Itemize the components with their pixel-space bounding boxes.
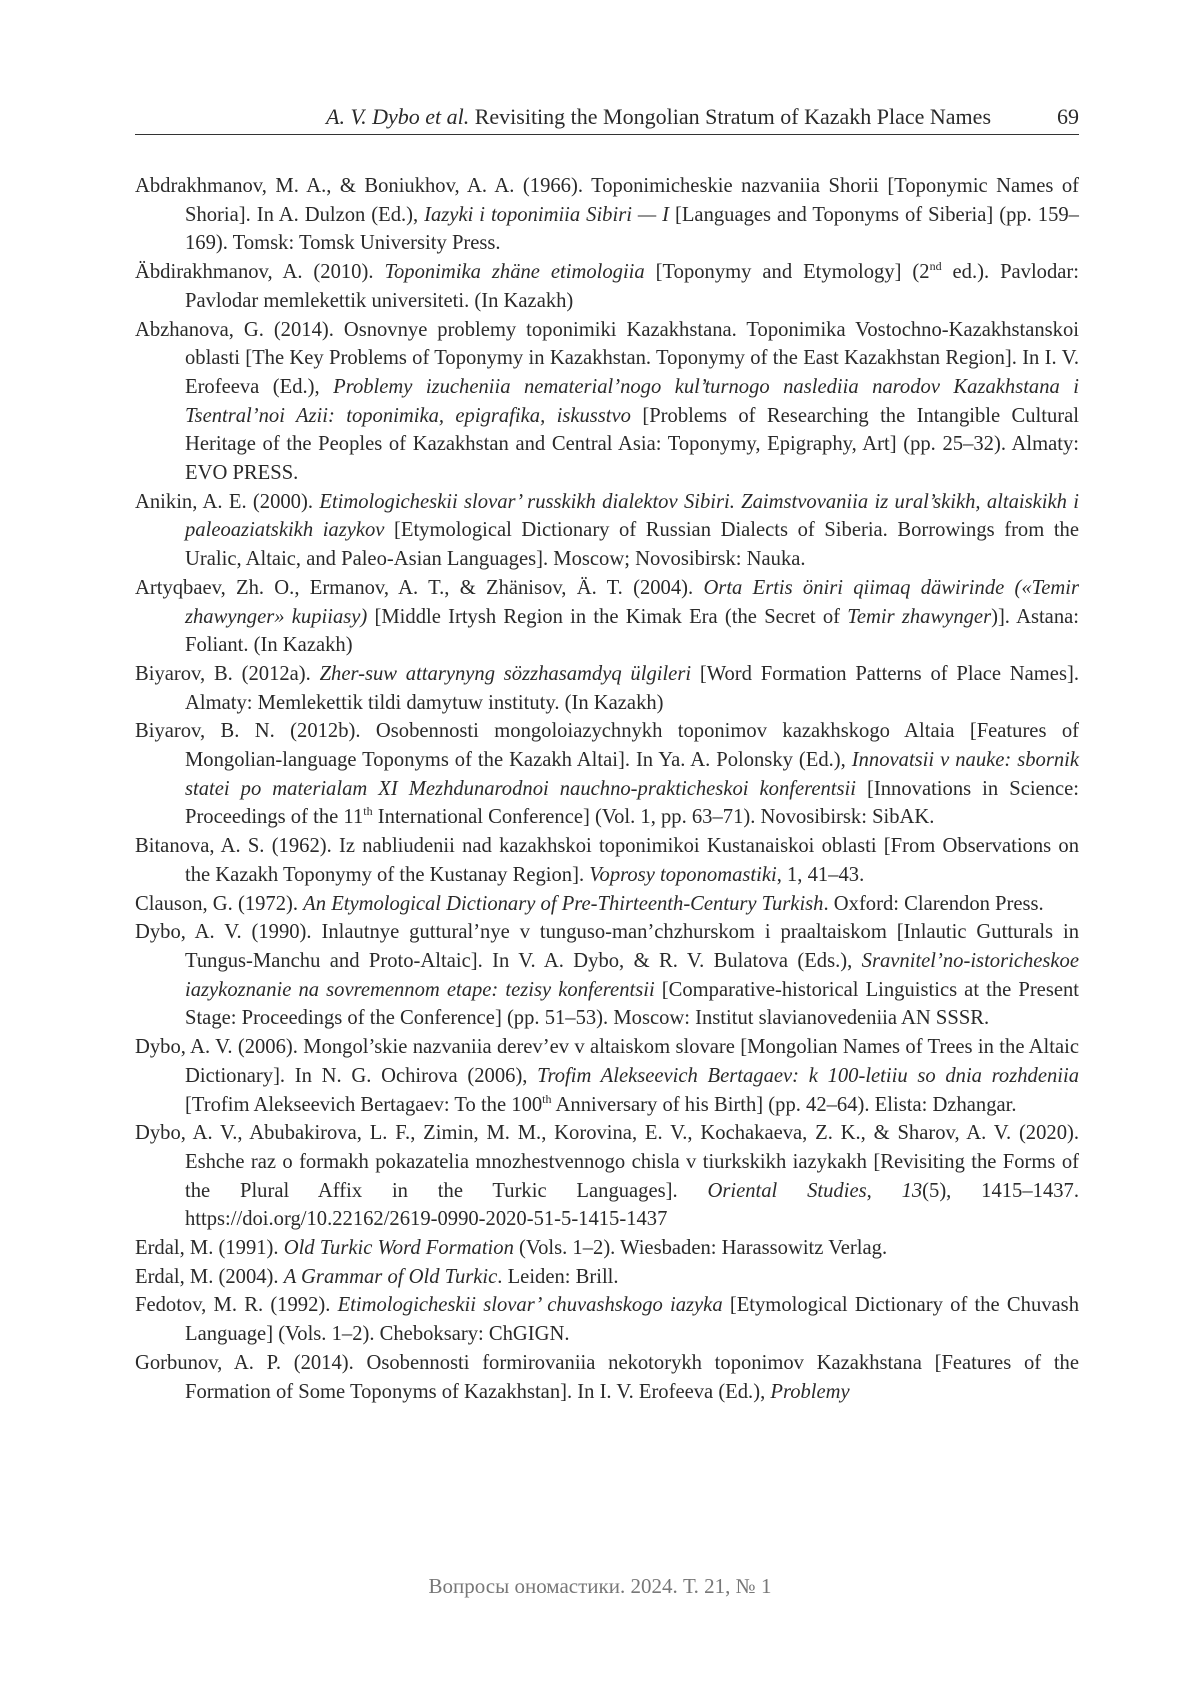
reference-text: [Comparative-historical Linguistics at the Present Stage: Proceedings of the Conference] (pp. 51–53). Moscow: Institut slavianovedeniia AN SSSR. — [185, 978, 1079, 1030]
reference-text: Clauson, G. (1972). — [135, 892, 304, 915]
reference-text: Biyarov, B. (2012a). — [135, 662, 320, 685]
reference-text: [Etymological Dictionary of Russian Dialects of Siberia. Borrowings from the Uralic, Altaic, and Paleo-Asian Languages]. Moscow; Novosibirsk: Nauka. — [185, 519, 1079, 571]
reference-text: Erdal, M. (1991). — [135, 1237, 284, 1260]
reference-text: [Middle Irtysh Region in the Kimak Era (the Secret of — [367, 605, 848, 628]
header-title: Revisiting the Mongolian Stratum of Kazakh Place Names — [474, 104, 991, 129]
reference-text: , 1, 41–43. — [776, 863, 865, 886]
reference-text: Erdal, M. (2004). — [135, 1265, 284, 1288]
reference-text: [Word Formation Patterns of Place Names]. Almaty: Memlekettik tildi damytuw instituty. (In Kazakh) — [185, 662, 1079, 714]
reference-entry — [135, 316, 1079, 488]
reference-italic-text: Trofim Alekseevich Bertagaev: k 100-letiiu so dnia rozhdeniia — [537, 1064, 1079, 1087]
reference-text: [Problems of Researching the Intangible Cultural Heritage of the Peoples of Kazakhstan and Central Asia: Toponymy, Epigraphy, Art] (pp. 25–32). Almaty: EVO PRESS. — [185, 404, 1079, 485]
header-author: A. V. Dybo et al. — [326, 104, 470, 129]
running-title — [326, 104, 991, 130]
reference-text: [Trofim Alekseevich Bertagaev: To the 100 — [185, 1093, 543, 1116]
reference-text: Abdrakhmanov, M. A., & Boniukhov, A. A. (1966). Toponimicheskie nazvaniia Shorii [Toponymic Names of Shoria]. In A. Dulzon (Ed.), — [135, 175, 1079, 226]
reference-text: Anikin, A. E. (2000). — [135, 490, 320, 513]
reference-text: Fedotov, M. R. (1992). — [135, 1294, 338, 1317]
reference-text: Dybo, A. V. (1990). Inlautnye guttural’nye v tunguso-man’chzhurskom i praaltaiskom [Inlautic Gutturals in Tungus-Manchu and Proto-Altaic]. In V. A. Dybo, & R. V. Bulatova (Eds.), — [135, 921, 1079, 972]
reference-entry — [135, 258, 1079, 315]
reference-text: Bitanova, A. S. (1962). Iz nabliudenii nad kazakhskoi toponimikoi Kustanaiskoi oblasti [From Observations on the Kazakh Toponymy of the Kustanay Region]. — [135, 835, 1079, 886]
reference-italic-text: Iazyki i toponimiia Sibiri — I — [424, 203, 670, 226]
reference-italic-text: Oriental Studies — [707, 1179, 867, 1202]
reference-text: Anniversary of his Birth] (pp. 42–64). Elista: Dzhangar. — [551, 1093, 1017, 1116]
reference-text: [Etymological Dictionary of the Chuvash Language] (Vols. 1–2). Cheboksary: ChGIGN. — [185, 1294, 1079, 1346]
running-header — [135, 104, 1079, 135]
reference-italic-text: Orta Ertis öniri qiimaq däwirinde («Temir zhawynger» kupiiasy) — [185, 576, 1079, 628]
reference-text: )]. Astana: Foliant. (In Kazakh) — [185, 605, 1079, 657]
reference-italic-text: Temir zhawynger — [847, 605, 992, 628]
reference-text: [Innovations in Science: Proceedings of the 11 — [185, 777, 1079, 829]
reference-entry — [135, 1263, 1079, 1292]
reference-text: . Leiden: Brill. — [497, 1265, 619, 1288]
reference-entry — [135, 832, 1079, 889]
reference-text: Artyqbaev, Zh. O., Ermanov, A. T., & Zhänisov, Ä. T. (2004). — [135, 576, 704, 599]
reference-text: ed.). Pavlodar: Pavlodar memlekettik universiteti. (In Kazakh) — [185, 261, 1079, 312]
reference-italic-text: Voprosy toponomastiki — [589, 863, 777, 886]
reference-italic-text: 13 — [901, 1179, 923, 1202]
reference-text: , — [866, 1179, 902, 1202]
reference-entry — [135, 1234, 1079, 1263]
reference-entry — [135, 717, 1079, 832]
reference-italic-text: Old Turkic Word Formation — [283, 1237, 514, 1260]
reference-text: Dybo, A. V. (2006). Mongol’skie nazvaniia derev’ev v altaiskom slovare [Mongolian Names of Trees in the Altaic Dictionary]. In N. G. Ochirova (2006), — [135, 1036, 1079, 1087]
reference-text: Biyarov, B. N. (2012b). Osobennosti mongoloiazychnykh toponimov kazakhskogo Altaia [Features of Mongolian-language Toponyms of the Kazakh Altai]. In Ya. A. Polonsky (Ed.), — [135, 720, 1079, 772]
reference-entry — [135, 1291, 1079, 1348]
reference-text: Dybo, A. V., Abubakirova, L. F., Zimin, M. M., Korovina, E. V., Kochakaeva, Z. K., & Sharov, A. V. (2020). Eshche raz o formakh pokazatelia mnozhestvennogo chisla v tiurkskikh iazykakh [Revisiting the Forms of the Plural Affix in the Turkic Languages]. — [135, 1122, 1079, 1202]
reference-text: . Oxford: Clarendon Press. — [823, 892, 1044, 915]
reference-superscript: nd — [929, 259, 942, 274]
reference-entry — [135, 172, 1079, 258]
reference-text: International Conference] (Vol. 1, pp. 63–71). Novosibirsk: SibAK. — [372, 806, 935, 829]
reference-text: [Toponymy and Etymology] (2 — [644, 261, 930, 284]
reference-superscript: th — [363, 804, 373, 819]
reference-italic-text: An Etymological Dictionary of Pre-Thirteenth-Century Turkish — [303, 892, 824, 915]
reference-text: (Vols. 1–2). Wiesbaden: Harassowitz Verlag. — [513, 1237, 888, 1260]
reference-entry — [135, 574, 1079, 660]
reference-italic-text: Problemy izucheniia nematerial’nogo kul’turnogo naslediia narodov Kazakhstana i Tsentral’noi Azii: toponimika, epigrafika, iskusstvo — [185, 375, 1080, 427]
reference-entry — [135, 1349, 1079, 1406]
reference-italic-text: A Grammar of Old Turkic — [283, 1265, 498, 1288]
reference-entry — [135, 660, 1079, 717]
reference-italic-text: Innovatsii v nauke: sbornik statei po materialam XI Mezhdunarodnoi nauchno-prakticheskoi konferentsii — [185, 749, 1080, 800]
reference-italic-text: Problemy — [770, 1380, 850, 1403]
reference-italic-text: Sravnitel’no-istoricheskoe iazykoznanie na sovremennom etape: tezisy konferentsii — [185, 949, 1079, 1001]
reference-italic-text: Toponimika zhäne etimologiia — [384, 261, 645, 284]
page-number: 69 — [1057, 104, 1079, 129]
reference-text: Äbdirakhmanov, A. (2010). — [135, 261, 385, 284]
reference-superscript: th — [542, 1091, 552, 1106]
reference-italic-text: Etimologicheskii slovar’ russkikh dialektov Sibiri. Zaimstvovaniia iz ural’skikh, altaiskikh i paleoaziatskikh iazykov — [185, 490, 1079, 542]
reference-text: [Languages and Toponyms of Siberia] (pp. 159–169). Tomsk: Tomsk University Press. — [185, 203, 1079, 255]
reference-entry — [135, 1033, 1079, 1119]
reference-entry — [135, 1119, 1079, 1234]
reference-text: Gorbunov, A. P. (2014). Osobennosti formirovaniia nekotorykh toponimov Kazakhstana [Features of the Formation of Some Toponyms of Kazakhstan]. In I. V. Erofeeva (Ed.), — [135, 1351, 1079, 1403]
reference-entry — [135, 488, 1079, 574]
reference-text: Abzhanova, G. (2014). Osnovnye problemy toponimiki Kazakhstana. Toponimika Vostochno-Kazakhstanskoi oblasti [The Key Problems of Toponymy in Kazakhstan. Toponymy of the East Kazakhstan Region]. In I. V. Erofeeva (Ed.), — [135, 318, 1079, 398]
journal-footer: Вопросы ономастики. 2024. Т. 21, № 1 — [428, 1574, 772, 1598]
reference-entry — [135, 918, 1079, 1033]
reference-text: (5), 1415–1437. https://doi.org/10.22162/2619-0990-2020-51-5-1415-1437 — [185, 1179, 1079, 1231]
reference-italic-text: Zher-suw attarynyng sözzhasamdyq ülgileri — [319, 662, 692, 685]
reference-entry — [135, 890, 1079, 919]
reference-italic-text: Etimologicheskii slovar’ chuvashskogo iazyka — [337, 1294, 723, 1317]
reference-list — [135, 172, 1079, 1406]
